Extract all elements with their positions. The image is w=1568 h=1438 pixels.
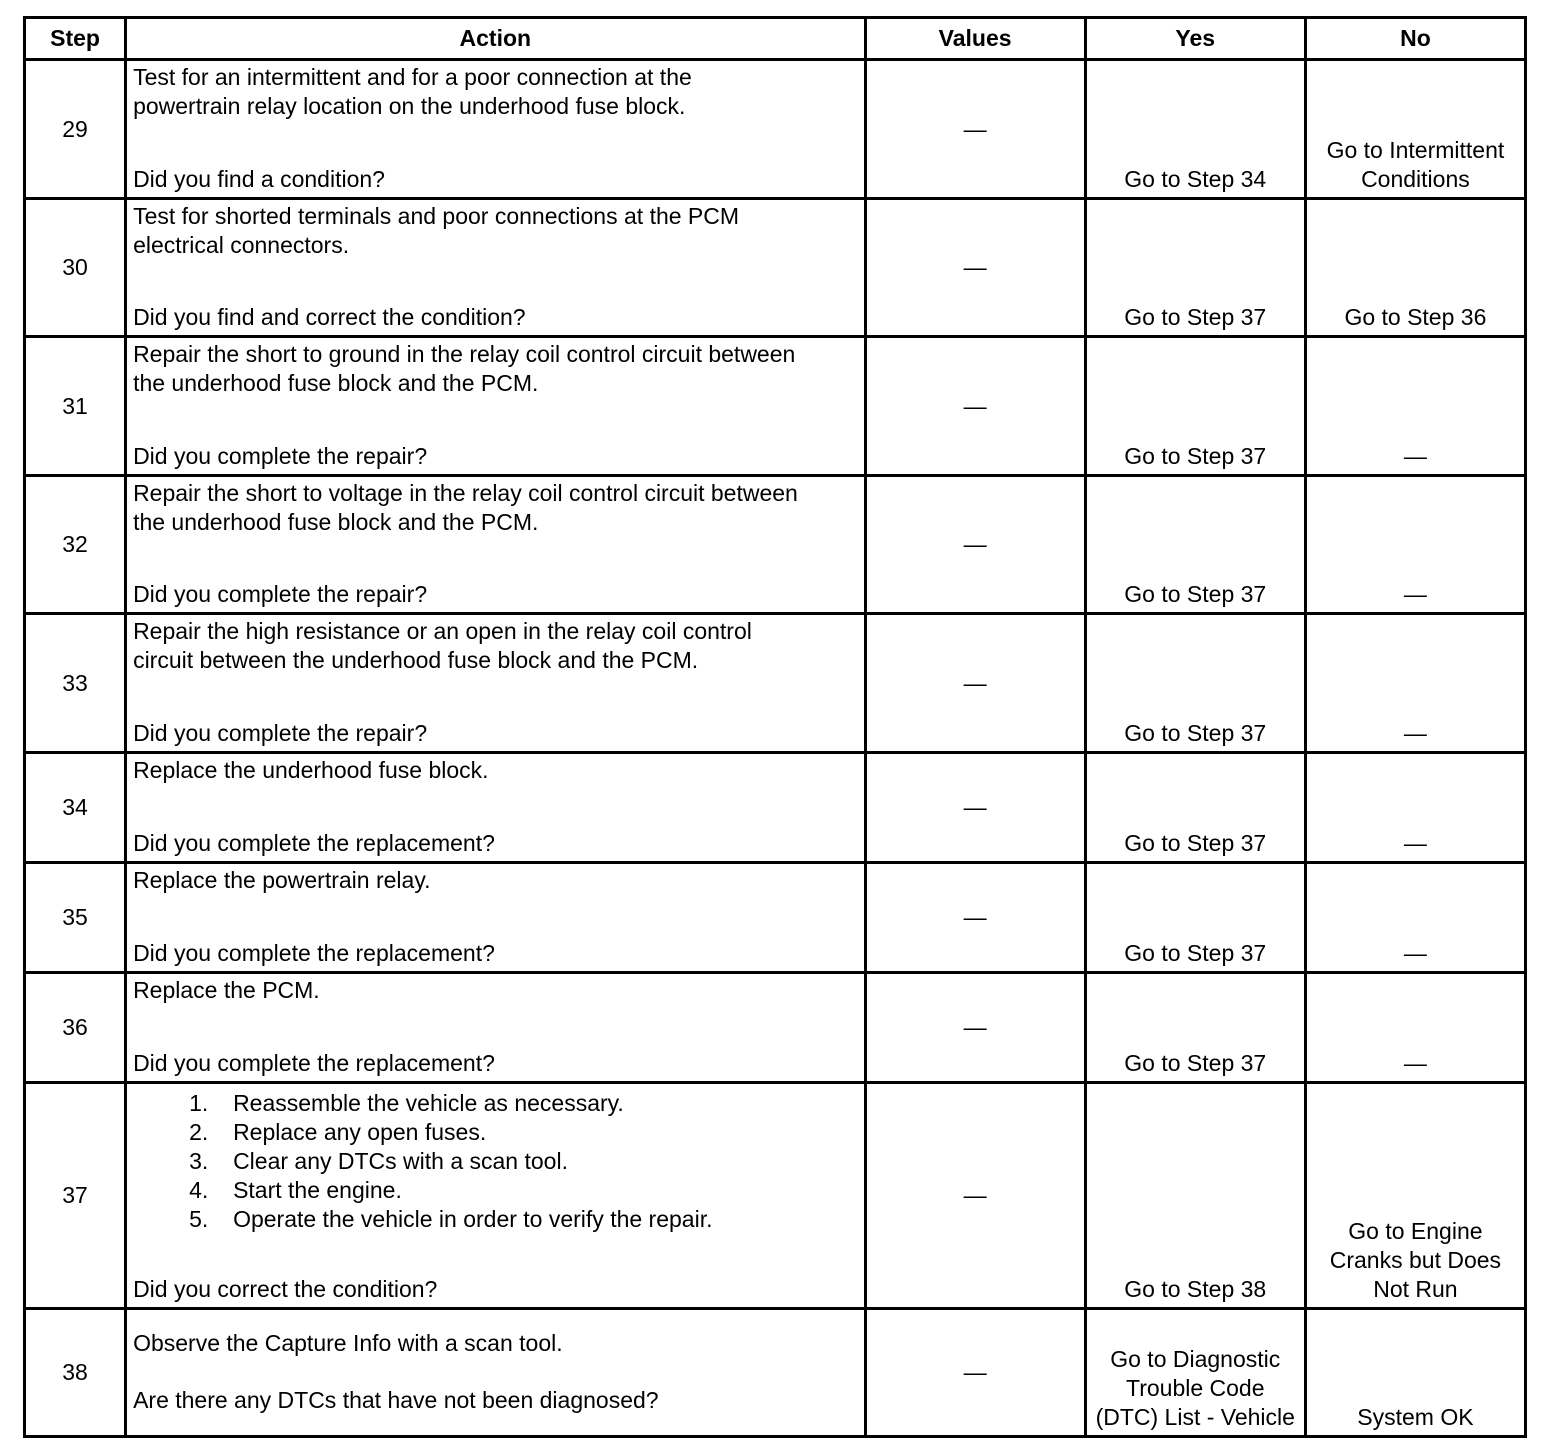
table-row (25, 476, 1526, 614)
action-line: Repair the short to ground in the relay coil control circuit between (133, 341, 796, 367)
yes-cell: Go to Step 37 (1085, 199, 1305, 337)
step-number: 38 (25, 1309, 126, 1437)
header-row (25, 18, 1526, 60)
values-cell: — (865, 60, 1085, 199)
header-action: Action (126, 18, 865, 60)
table-row (25, 973, 1526, 1083)
action-line: the underhood fuse block and the PCM. (133, 509, 539, 535)
action-line: Test for an intermittent and for a poor connection at the (133, 64, 692, 90)
action-cell (126, 337, 865, 476)
no-cell: Go to Step 36 (1305, 199, 1525, 337)
list-item-text: Start the engine. (233, 1177, 402, 1203)
values-cell: — (865, 753, 1085, 863)
list-item (189, 1089, 857, 1118)
action-cell (126, 753, 865, 863)
action-line: Observe the Capture Info with a scan tool. (133, 1330, 563, 1356)
no-cell: — (1305, 863, 1525, 973)
list-item-number: 5. (189, 1206, 209, 1232)
action-question: Did you complete the replacement? (133, 830, 495, 856)
action-line: powertrain relay location on the underhood fuse block. (133, 93, 686, 119)
action-question: Did you find and correct the condition? (133, 304, 526, 330)
yes-cell: Go to Step 38 (1085, 1083, 1305, 1309)
action-question: Did you find a condition? (133, 166, 385, 192)
action-line: Replace the underhood fuse block. (133, 757, 489, 783)
step-number: 34 (25, 753, 126, 863)
list-item-number: 4. (189, 1177, 209, 1203)
action-question: Did you complete the repair? (133, 720, 428, 746)
no-cell: — (1305, 614, 1525, 753)
action-line: Replace the PCM. (133, 977, 320, 1003)
list-item-text: Replace any open fuses. (233, 1119, 487, 1145)
list-item (189, 1176, 857, 1205)
list-item-text: Reassemble the vehicle as necessary. (233, 1090, 624, 1116)
list-item (189, 1205, 857, 1234)
action-cell (126, 476, 865, 614)
yes-cell: Go to Step 37 (1085, 753, 1305, 863)
step-number: 36 (25, 973, 126, 1083)
action-line: Replace the powertrain relay. (133, 867, 431, 893)
step-number: 31 (25, 337, 126, 476)
table-row (25, 1309, 1526, 1437)
list-item (189, 1147, 857, 1176)
yes-cell: Go to Step 37 (1085, 863, 1305, 973)
step-number: 29 (25, 60, 126, 199)
values-cell: — (865, 614, 1085, 753)
list-item-number: 1. (189, 1090, 209, 1116)
action-line: Repair the short to voltage in the relay coil control circuit between (133, 480, 798, 506)
no-cell: Go to Engine Cranks but Does Not Run (1305, 1083, 1525, 1309)
table-row (25, 199, 1526, 337)
no-cell: — (1305, 973, 1525, 1083)
action-line: Test for shorted terminals and poor connections at the PCM (133, 203, 740, 229)
step-number: 33 (25, 614, 126, 753)
list-item-number: 3. (189, 1148, 209, 1174)
action-question: Did you complete the repair? (133, 443, 428, 469)
table-row (25, 614, 1526, 753)
action-cell (126, 973, 865, 1083)
yes-cell: Go to Step 37 (1085, 973, 1305, 1083)
table-row (25, 60, 1526, 199)
step-number: 37 (25, 1083, 126, 1309)
values-cell: — (865, 476, 1085, 614)
action-cell (126, 863, 865, 973)
action-question: Did you correct the condition? (133, 1276, 438, 1302)
table-row (25, 1083, 1526, 1309)
header-step: Step (25, 18, 126, 60)
table-row (25, 863, 1526, 973)
diagnostic-table (23, 16, 1527, 1438)
action-line: electrical connectors. (133, 232, 350, 258)
yes-cell: Go to Step 34 (1085, 60, 1305, 199)
step-number: 30 (25, 199, 126, 337)
action-cell (126, 199, 865, 337)
procedure-list (133, 1089, 857, 1234)
action-cell (126, 60, 865, 199)
header-no: No (1305, 18, 1525, 60)
table-row (25, 753, 1526, 863)
values-cell: — (865, 1309, 1085, 1437)
values-cell: — (865, 199, 1085, 337)
action-line: Repair the high resistance or an open in the relay coil control (133, 618, 752, 644)
yes-cell: Go to Step 37 (1085, 614, 1305, 753)
values-cell: — (865, 863, 1085, 973)
no-cell: System OK (1305, 1309, 1525, 1437)
action-cell (126, 1083, 865, 1309)
action-question: Did you complete the replacement? (133, 940, 495, 966)
step-number: 32 (25, 476, 126, 614)
step-number: 35 (25, 863, 126, 973)
no-cell: Go to Intermittent Conditions (1305, 60, 1525, 199)
no-cell: — (1305, 337, 1525, 476)
table-row (25, 337, 1526, 476)
no-cell: — (1305, 476, 1525, 614)
yes-cell: Go to Step 37 (1085, 476, 1305, 614)
action-line: circuit between the underhood fuse block and the PCM. (133, 647, 699, 673)
yes-cell: Go to Diagnostic Trouble Code (DTC) List - Vehicle (1085, 1309, 1305, 1437)
action-line: the underhood fuse block and the PCM. (133, 370, 539, 396)
list-item-text: Clear any DTCs with a scan tool. (233, 1148, 568, 1174)
action-question: Are there any DTCs that have not been diagnosed? (133, 1387, 659, 1413)
values-cell: — (865, 973, 1085, 1083)
yes-cell: Go to Step 37 (1085, 337, 1305, 476)
action-question: Did you complete the replacement? (133, 1050, 495, 1076)
list-item-text: Operate the vehicle in order to verify the repair. (233, 1206, 713, 1232)
list-item-number: 2. (189, 1119, 209, 1145)
action-cell (126, 1309, 865, 1437)
header-yes: Yes (1085, 18, 1305, 60)
list-item (189, 1118, 857, 1147)
action-cell (126, 614, 865, 753)
action-question: Did you complete the repair? (133, 581, 428, 607)
no-cell: — (1305, 753, 1525, 863)
header-values: Values (865, 18, 1085, 60)
values-cell: — (865, 1083, 1085, 1309)
values-cell: — (865, 337, 1085, 476)
